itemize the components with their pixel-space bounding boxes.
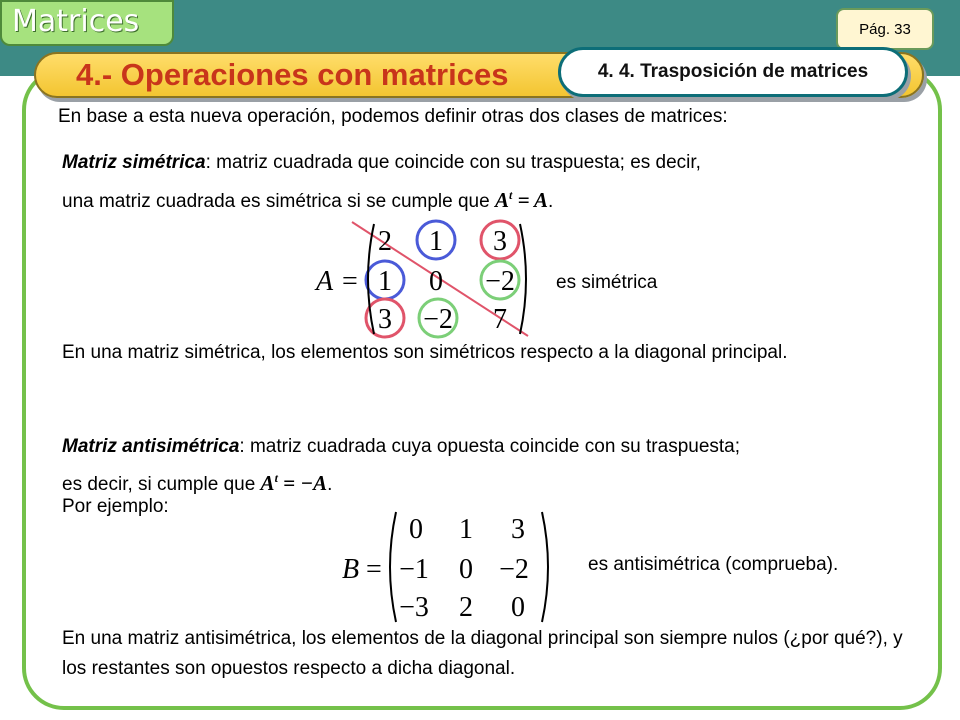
matrix-cell: 1 xyxy=(378,266,392,297)
symmetric-matrix-figure xyxy=(300,218,560,340)
symmetric-definition-line2: una matriz cuadrada es simétrica si se cumple que $A^t = A$. xyxy=(62,188,554,212)
antisymmetric-definition-text: es decir, si cumple que xyxy=(62,474,256,495)
matrix-cell: 1 xyxy=(459,514,473,545)
antisymmetric-definition-line1 xyxy=(62,432,740,462)
section-title: 4.- Operaciones con matrices xyxy=(76,57,509,92)
antisymmetric-definition-line2: es decir, si cumple que $A^t = -A$. xyxy=(62,471,333,495)
symmetric-definition-line1 xyxy=(62,148,701,178)
matrix-a-left-paren xyxy=(368,224,374,334)
matrix-a-equals: = xyxy=(342,266,358,297)
matrix-cell: 0 xyxy=(511,592,525,623)
matrix-cell: 3 xyxy=(493,226,507,257)
matrix-cell: 0 xyxy=(429,266,443,297)
antisymmetric-matrix-figure xyxy=(330,508,570,626)
matrix-cell: 7 xyxy=(493,304,507,335)
matrix-b-left-paren xyxy=(390,512,396,622)
topic-tab: Matrices xyxy=(0,0,174,46)
symmetric-condition: $A^t = A$ xyxy=(494,188,549,212)
matrix-cell: 2 xyxy=(378,226,392,257)
matrix-cell: 1 xyxy=(429,226,443,257)
matrix-b-right-paren xyxy=(542,512,548,622)
matrix-cell: 3 xyxy=(511,514,525,545)
example-label: Por ejemplo: xyxy=(62,496,169,517)
page-number-badge: Pág. 33 xyxy=(836,8,934,50)
matrix-cell: −1 xyxy=(399,554,429,585)
matrix-cell: 0 xyxy=(409,514,423,545)
subsection-title: 4. 4. Trasposición de matrices xyxy=(558,47,908,97)
matrix-cell: −3 xyxy=(399,592,429,623)
antisymmetric-condition: $A^t = -A$ xyxy=(260,471,328,495)
matrix-b-name: B xyxy=(342,554,360,585)
symmetric-definition-text: una matriz cuadrada es simétrica si se cumple que xyxy=(62,191,490,212)
matrix-a-right-paren xyxy=(520,224,526,334)
matrix-b-equals: = xyxy=(366,554,382,585)
symmetric-note: En una matriz simétrica, los elementos son simétricos respecto a la diagonal principal. xyxy=(62,342,788,363)
symmetric-caption: es simétrica xyxy=(556,272,658,293)
symmetric-term: Matriz simétrica xyxy=(62,152,206,173)
intro-text: En base a esta nueva operación, podemos definir otras dos clases de matrices: xyxy=(58,106,728,127)
matrix-cell: −2 xyxy=(485,266,515,297)
matrix-b-entries xyxy=(399,514,529,623)
matrix-a-name: A xyxy=(316,266,334,297)
matrix-cell: −2 xyxy=(499,554,529,585)
matrix-a-entries xyxy=(378,226,515,335)
symmetric-definition-rest: : matriz cuadrada que coincide con su traspuesta; es decir, xyxy=(205,152,701,173)
matrix-cell: −2 xyxy=(423,304,453,335)
antisymmetric-caption: es antisimétrica (comprueba). xyxy=(588,554,839,575)
matrix-cell: 2 xyxy=(459,592,473,623)
matrix-cell: 0 xyxy=(459,554,473,585)
antisymmetric-definition-rest: : matriz cuadrada cuya opuesta coincide con su traspuesta; xyxy=(239,436,741,457)
antisymmetric-note: En una matriz antisimétrica, los elementos de la diagonal principal son siempre nulos (¿por qué?), y los restantes son opuestos respecto a dicha diagonal. xyxy=(62,628,903,679)
antisymmetric-term: Matriz antisimétrica xyxy=(62,436,240,457)
matrix-cell: 3 xyxy=(378,304,392,335)
